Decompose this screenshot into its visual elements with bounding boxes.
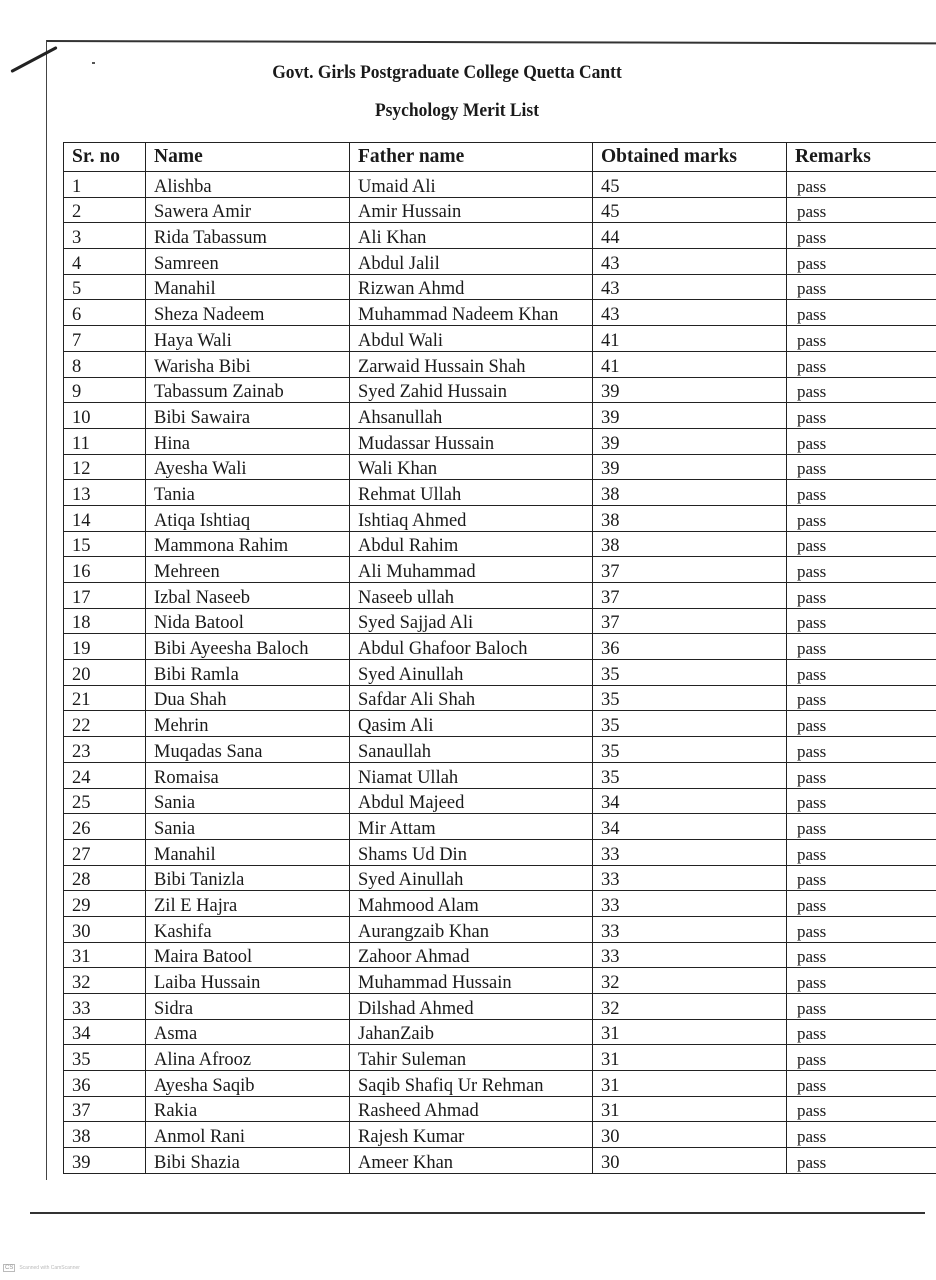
cell-obtained-marks: 37 [593,557,787,583]
merit-list-table [63,142,936,1174]
cell-name: Bibi Tanizla [146,865,350,891]
cell-name: Kashifa [146,916,350,942]
cell-remarks: pass [787,865,936,891]
cell-remarks: pass [787,249,936,275]
cell-name: Zil E Hajra [146,891,350,917]
pen-mark [10,46,57,73]
table-row [64,711,936,737]
cell-remarks: pass [787,608,936,634]
cell-obtained-marks: 30 [593,1122,787,1148]
cell-name: Romaisa [146,762,350,788]
table-row [64,839,936,865]
cell-father-name: Niamat Ullah [350,762,593,788]
table-row [64,1045,936,1071]
cell-remarks: pass [787,891,936,917]
table-row [64,1122,936,1148]
cell-name: Rakia [146,1096,350,1122]
cell-obtained-marks: 39 [593,428,787,454]
table-row [64,172,936,198]
cell-obtained-marks: 44 [593,223,787,249]
cell-remarks: pass [787,557,936,583]
cell-father-name: Rizwan Ahmd [350,274,593,300]
cell-father-name: Mahmood Alam [350,891,593,917]
cell-father-name: Syed Ainullah [350,865,593,891]
cell-remarks: pass [787,300,936,326]
cell-father-name: Abdul Rahim [350,531,593,557]
cell-name: Sheza Nadeem [146,300,350,326]
column-header-obtained-marks: Obtained marks [593,143,787,172]
table-row [64,326,936,352]
cell-sr-no: 36 [64,1071,146,1097]
table-row [64,737,936,763]
table-row [64,480,936,506]
cell-father-name: Abdul Wali [350,326,593,352]
column-header-sr-no: Sr. no [64,143,146,172]
table-row [64,942,936,968]
table-row [64,428,936,454]
cell-obtained-marks: 45 [593,172,787,198]
cell-father-name: Wali Khan [350,454,593,480]
cell-name: Haya Wali [146,326,350,352]
cell-name: Mehreen [146,557,350,583]
table-row [64,557,936,583]
cell-remarks: pass [787,1122,936,1148]
cell-obtained-marks: 31 [593,1096,787,1122]
cell-obtained-marks: 43 [593,300,787,326]
cell-obtained-marks: 35 [593,711,787,737]
column-header-father-name: Father name [350,143,593,172]
cell-remarks: pass [787,172,936,198]
cell-father-name: Rajesh Kumar [350,1122,593,1148]
cell-obtained-marks: 43 [593,274,787,300]
cell-obtained-marks: 33 [593,916,787,942]
cell-name: Hina [146,428,350,454]
cell-sr-no: 22 [64,711,146,737]
cell-obtained-marks: 30 [593,1148,787,1174]
cell-sr-no: 18 [64,608,146,634]
cell-father-name: Qasim Ali [350,711,593,737]
cell-father-name: Safdar Ali Shah [350,685,593,711]
table-row [64,454,936,480]
cell-sr-no: 10 [64,403,146,429]
cell-obtained-marks: 41 [593,326,787,352]
table-row [64,377,936,403]
cell-obtained-marks: 38 [593,505,787,531]
cell-father-name: Mudassar Hussain [350,428,593,454]
cell-name: Sania [146,814,350,840]
cell-sr-no: 26 [64,814,146,840]
cell-remarks: pass [787,968,936,994]
cell-obtained-marks: 31 [593,1045,787,1071]
cell-sr-no: 2 [64,197,146,223]
cell-father-name: Ishtiaq Ahmed [350,505,593,531]
cell-father-name: Saqib Shafiq Ur Rehman [350,1071,593,1097]
cell-remarks: pass [787,839,936,865]
table-row [64,660,936,686]
cell-remarks: pass [787,788,936,814]
cell-father-name: Rehmat Ullah [350,480,593,506]
cell-father-name: Abdul Ghafoor Baloch [350,634,593,660]
cell-father-name: Ahsanullah [350,403,593,429]
cell-father-name: Ali Muhammad [350,557,593,583]
cell-name: Atiqa Ishtiaq [146,505,350,531]
cell-sr-no: 25 [64,788,146,814]
cell-name: Tabassum Zainab [146,377,350,403]
table-row [64,994,936,1020]
cell-sr-no: 5 [64,274,146,300]
cell-remarks: pass [787,351,936,377]
cell-father-name: Tahir Suleman [350,1045,593,1071]
table-row [64,762,936,788]
cell-remarks: pass [787,737,936,763]
cell-obtained-marks: 33 [593,865,787,891]
cell-remarks: pass [787,326,936,352]
cell-obtained-marks: 36 [593,634,787,660]
cell-sr-no: 14 [64,505,146,531]
cell-sr-no: 29 [64,891,146,917]
cell-sr-no: 4 [64,249,146,275]
table-row [64,865,936,891]
cell-sr-no: 34 [64,1019,146,1045]
cell-father-name: Ameer Khan [350,1148,593,1174]
cell-remarks: pass [787,762,936,788]
cell-name: Alina Afrooz [146,1045,350,1071]
page-border-left [46,40,47,1180]
college-title: Govt. Girls Postgraduate College Quetta Cantt [272,62,622,83]
column-header-remarks: Remarks [787,143,936,172]
table-row [64,916,936,942]
cell-sr-no: 27 [64,839,146,865]
cell-name: Ayesha Saqib [146,1071,350,1097]
cell-remarks: pass [787,454,936,480]
table-row [64,814,936,840]
cell-remarks: pass [787,1019,936,1045]
cell-name: Bibi Sawaira [146,403,350,429]
cell-father-name: Shams Ud Din [350,839,593,865]
cell-remarks: pass [787,942,936,968]
cell-obtained-marks: 31 [593,1019,787,1045]
table-row [64,608,936,634]
cell-remarks: pass [787,1148,936,1174]
cell-sr-no: 15 [64,531,146,557]
cell-sr-no: 1 [64,172,146,198]
cell-obtained-marks: 38 [593,480,787,506]
cell-sr-no: 30 [64,916,146,942]
cell-father-name: Amir Hussain [350,197,593,223]
cell-remarks: pass [787,403,936,429]
cell-obtained-marks: 34 [593,788,787,814]
page-border-top [46,40,936,44]
cell-obtained-marks: 39 [593,403,787,429]
cell-name: Sawera Amir [146,197,350,223]
cell-obtained-marks: 35 [593,762,787,788]
cell-father-name: JahanZaib [350,1019,593,1045]
cell-father-name: Sanaullah [350,737,593,763]
cell-sr-no: 32 [64,968,146,994]
table-row [64,249,936,275]
cell-name: Tania [146,480,350,506]
cell-father-name: Aurangzaib Khan [350,916,593,942]
cell-name: Warisha Bibi [146,351,350,377]
table-row [64,634,936,660]
cell-name: Ayesha Wali [146,454,350,480]
watermark-text: Scanned with CamScanner [19,1265,80,1271]
cell-sr-no: 3 [64,223,146,249]
cell-obtained-marks: 35 [593,660,787,686]
cell-remarks: pass [787,583,936,609]
merit-list-title: Psychology Merit List [374,100,540,121]
table-row [64,1071,936,1097]
cell-father-name: Zarwaid Hussain Shah [350,351,593,377]
cell-name: Sania [146,788,350,814]
cell-obtained-marks: 39 [593,377,787,403]
cell-remarks: pass [787,634,936,660]
cell-sr-no: 11 [64,428,146,454]
cell-father-name: Syed Ainullah [350,660,593,686]
cell-name: Asma [146,1019,350,1045]
table-row [64,403,936,429]
cell-sr-no: 21 [64,685,146,711]
cell-obtained-marks: 39 [593,454,787,480]
table-row [64,1096,936,1122]
table-row [64,968,936,994]
cell-name: Maira Batool [146,942,350,968]
cell-name: Mammona Rahim [146,531,350,557]
cell-remarks: pass [787,505,936,531]
cell-obtained-marks: 43 [593,249,787,275]
table-row [64,223,936,249]
cell-name: Samreen [146,249,350,275]
table-row [64,351,936,377]
cell-remarks: pass [787,377,936,403]
cell-name: Laiba Hussain [146,968,350,994]
cell-name: Mehrin [146,711,350,737]
cell-remarks: pass [787,711,936,737]
cell-sr-no: 28 [64,865,146,891]
cell-father-name: Dilshad Ahmed [350,994,593,1020]
cell-father-name: Zahoor Ahmad [350,942,593,968]
cell-father-name: Abdul Majeed [350,788,593,814]
cell-sr-no: 35 [64,1045,146,1071]
scanner-watermark [3,1264,80,1272]
cell-name: Manahil [146,839,350,865]
cell-name: Rida Tabassum [146,223,350,249]
table-row [64,197,936,223]
cell-sr-no: 20 [64,660,146,686]
cell-remarks: pass [787,531,936,557]
cell-father-name: Ali Khan [350,223,593,249]
cell-sr-no: 19 [64,634,146,660]
cell-obtained-marks: 45 [593,197,787,223]
table-row [64,1148,936,1174]
cell-obtained-marks: 37 [593,608,787,634]
cell-obtained-marks: 33 [593,942,787,968]
cell-obtained-marks: 32 [593,968,787,994]
cell-remarks: pass [787,916,936,942]
column-header-name: Name [146,143,350,172]
cell-sr-no: 7 [64,326,146,352]
cell-name: Sidra [146,994,350,1020]
cell-sr-no: 39 [64,1148,146,1174]
cell-father-name: Abdul Jalil [350,249,593,275]
table-row [64,583,936,609]
cell-obtained-marks: 35 [593,737,787,763]
cell-obtained-marks: 31 [593,1071,787,1097]
table-row [64,505,936,531]
cell-remarks: pass [787,1096,936,1122]
cell-obtained-marks: 37 [593,583,787,609]
cell-remarks: pass [787,197,936,223]
cell-sr-no: 13 [64,480,146,506]
cell-remarks: pass [787,1071,936,1097]
cell-name: Muqadas Sana [146,737,350,763]
cell-sr-no: 38 [64,1122,146,1148]
cell-name: Manahil [146,274,350,300]
cell-father-name: Syed Zahid Hussain [350,377,593,403]
cell-father-name: Syed Sajjad Ali [350,608,593,634]
bottom-rule [30,1212,925,1214]
cell-sr-no: 9 [64,377,146,403]
cell-sr-no: 24 [64,762,146,788]
cell-sr-no: 8 [64,351,146,377]
cell-remarks: pass [787,660,936,686]
cell-father-name: Naseeb ullah [350,583,593,609]
cell-obtained-marks: 34 [593,814,787,840]
camscanner-logo-icon: CS [5,1265,14,1271]
cell-remarks: pass [787,274,936,300]
cell-name: Bibi Shazia [146,1148,350,1174]
cell-name: Anmol Rani [146,1122,350,1148]
cell-father-name: Mir Attam [350,814,593,840]
cell-obtained-marks: 33 [593,891,787,917]
cell-remarks: pass [787,480,936,506]
table-row [64,274,936,300]
cell-sr-no: 17 [64,583,146,609]
cell-name: Izbal Naseeb [146,583,350,609]
cell-remarks: pass [787,1045,936,1071]
cell-sr-no: 16 [64,557,146,583]
cell-remarks: pass [787,994,936,1020]
cell-father-name: Rasheed Ahmad [350,1096,593,1122]
cell-remarks: pass [787,223,936,249]
cell-obtained-marks: 32 [593,994,787,1020]
table-row [64,891,936,917]
table-row [64,788,936,814]
table-row [64,685,936,711]
cell-obtained-marks: 33 [593,839,787,865]
cell-name: Nida Batool [146,608,350,634]
cell-remarks: pass [787,428,936,454]
cell-sr-no: 12 [64,454,146,480]
cell-name: Bibi Ramla [146,660,350,686]
cell-name: Alishba [146,172,350,198]
table-row [64,300,936,326]
cell-name: Bibi Ayeesha Baloch [146,634,350,660]
cell-sr-no: 37 [64,1096,146,1122]
cell-father-name: Muhammad Hussain [350,968,593,994]
cell-obtained-marks: 38 [593,531,787,557]
table-row [64,531,936,557]
cell-sr-no: 23 [64,737,146,763]
cell-sr-no: 33 [64,994,146,1020]
table-header-row [64,143,936,172]
cell-name: Dua Shah [146,685,350,711]
table-row [64,1019,936,1045]
cell-father-name: Muhammad Nadeem Khan [350,300,593,326]
cell-remarks: pass [787,685,936,711]
cell-obtained-marks: 35 [593,685,787,711]
cell-father-name: Umaid Ali [350,172,593,198]
cell-obtained-marks: 41 [593,351,787,377]
cell-remarks: pass [787,814,936,840]
cell-sr-no: 31 [64,942,146,968]
cell-sr-no: 6 [64,300,146,326]
